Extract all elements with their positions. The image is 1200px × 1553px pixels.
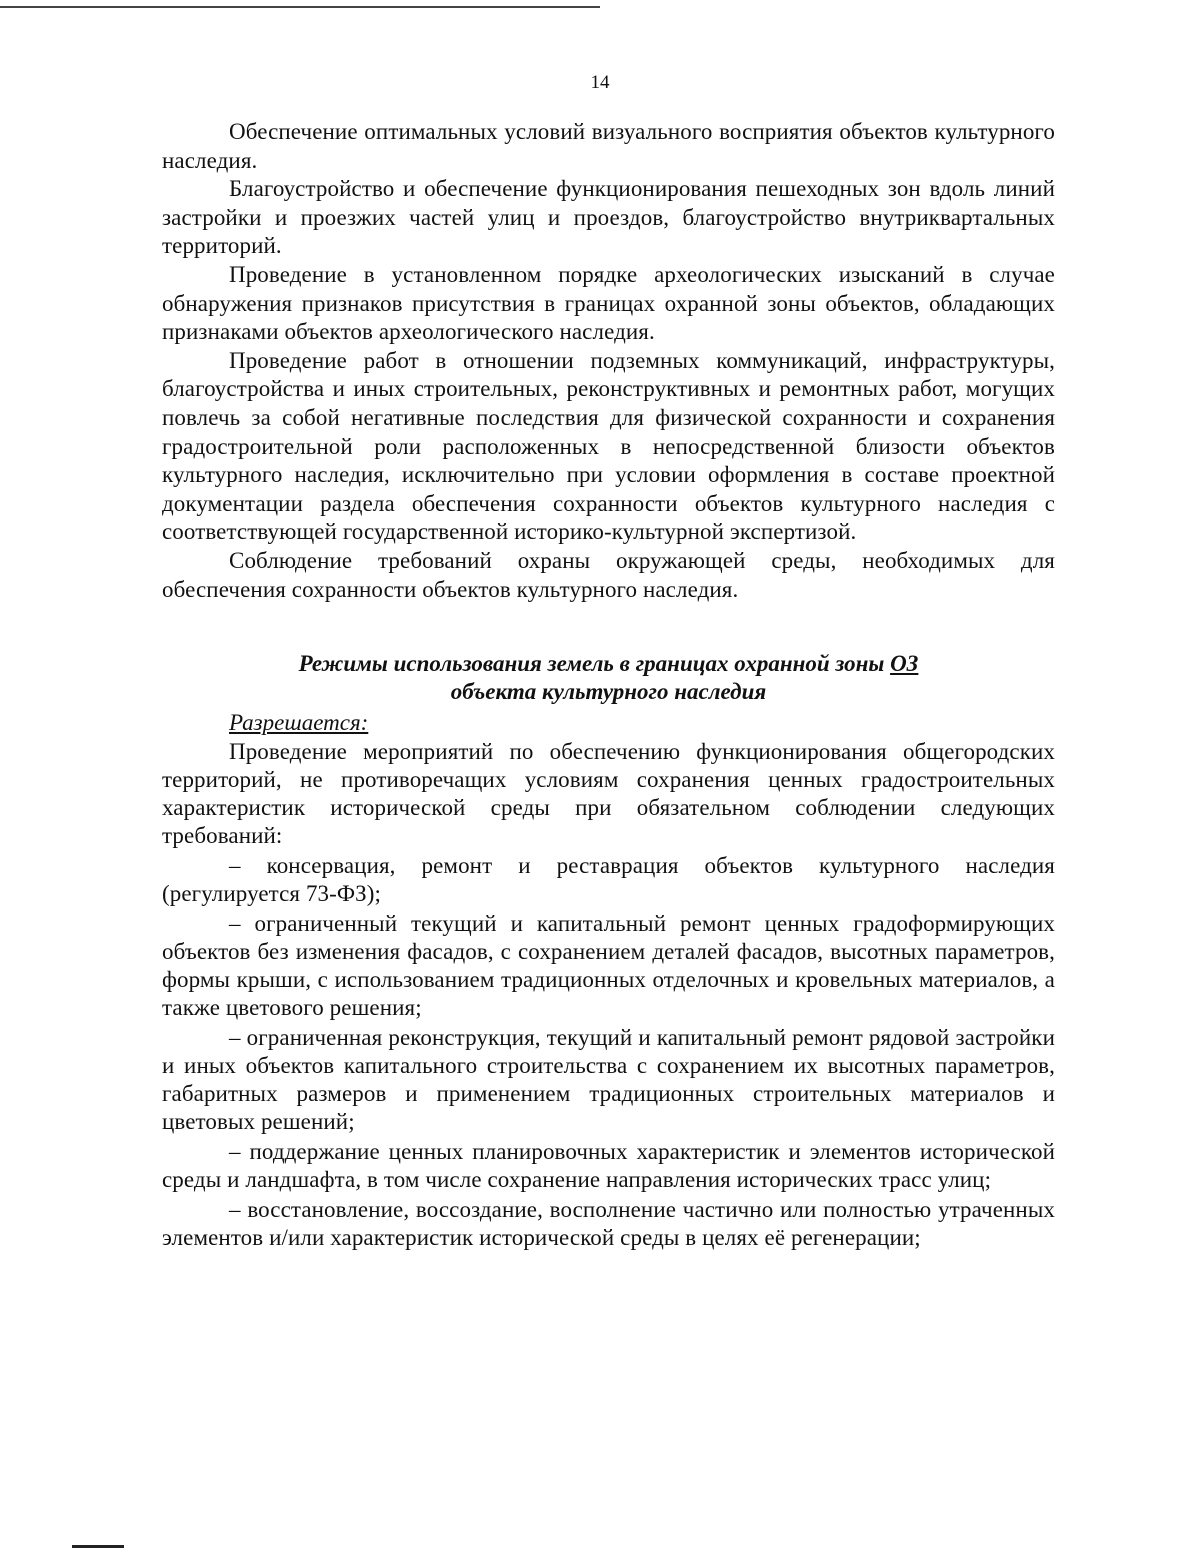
section-heading-line1: Режимы использования земель в границах охранной зоны bbox=[298, 651, 891, 677]
list-item: – восстановление, воссоздание, восполнение частично или полностью утраченных элементов и/или характеристик исторической среды в целях её регенерации; bbox=[162, 1197, 1055, 1251]
section-heading-line2: объекта культурного наследия bbox=[450, 679, 767, 705]
paragraph-underground-works: Проведение работ в отношении подземных коммуникаций, инфраструктуры, благоустройства и иных строительных, реконструктивных и ремонтных работ, могущих повлечь за собой негативные последствия для физической сохранности и сохранения градостроительной роли расположенных в непосредственной близости объектов культурного наследия, исключительно при условии оформления в составе проектной документации раздела обеспечения сохранности объектов культурного наследия с соответствующей государственной историко-культурной экспертизой. bbox=[162, 347, 1055, 545]
list-item: – ограниченная реконструкция, текущий и капитальный ремонт рядовой застройки и иных объектов капитального строительства с сохранением их высотных параметров, габаритных размеров и применением традиционных строительных материалов и цветовых решений; bbox=[162, 1025, 1055, 1135]
paragraph-visual-perception: Обеспечение оптимальных условий визуального восприятия объектов культурного наследия. bbox=[162, 119, 1055, 173]
allowed-label: Разрешается: bbox=[229, 710, 369, 736]
list-item: – поддержание ценных планировочных характеристик и элементов исторической среды и ландшафта, в том числе сохранение направления исторических трасс улиц; bbox=[162, 1139, 1055, 1193]
paragraph-archaeology: Проведение в установленном порядке археологических изысканий в случае обнаружения признаков присутствия в границах охранной зоны объектов, обладающих признаками объектов археологического наследия. bbox=[162, 261, 1055, 345]
bottom-mark bbox=[72, 1545, 124, 1548]
document-body bbox=[162, 118, 1055, 1252]
section-heading bbox=[162, 650, 1055, 706]
paragraph-environment: Соблюдение требований охраны окружающей среды, необходимых для обеспечения сохранности объектов культурного наследия. bbox=[162, 547, 1055, 602]
page-number: 14 bbox=[590, 72, 610, 93]
zone-code: ОЗ bbox=[890, 651, 919, 677]
list-item: – консервация, ремонт и реставрация объектов культурного наследия (регулируется 73-ФЗ); bbox=[162, 853, 1055, 907]
top-rule bbox=[0, 6, 600, 8]
intro-paragraph: Проведение мероприятий по обеспечению функционирования общегородских территорий, не противоречащих условиям сохранения ценных градостроительных характеристик исторической среды при обязательном соблюдении следующих требований: bbox=[162, 739, 1055, 849]
paragraph-pedestrian-zones: Благоустройство и обеспечение функционирования пешеходных зон вдоль линий застройки и проезжих частей улиц и проездов, благоустройство внутриквартальных территорий. bbox=[162, 176, 1055, 259]
list-item: – ограниченный текущий и капитальный ремонт ценных градоформирующих объектов без изменения фасадов, с сохранением деталей фасадов, высотных параметров, формы крыши, с использованием традиционных отделочных и кровельных материалов, а также цветового решения; bbox=[162, 911, 1055, 1021]
